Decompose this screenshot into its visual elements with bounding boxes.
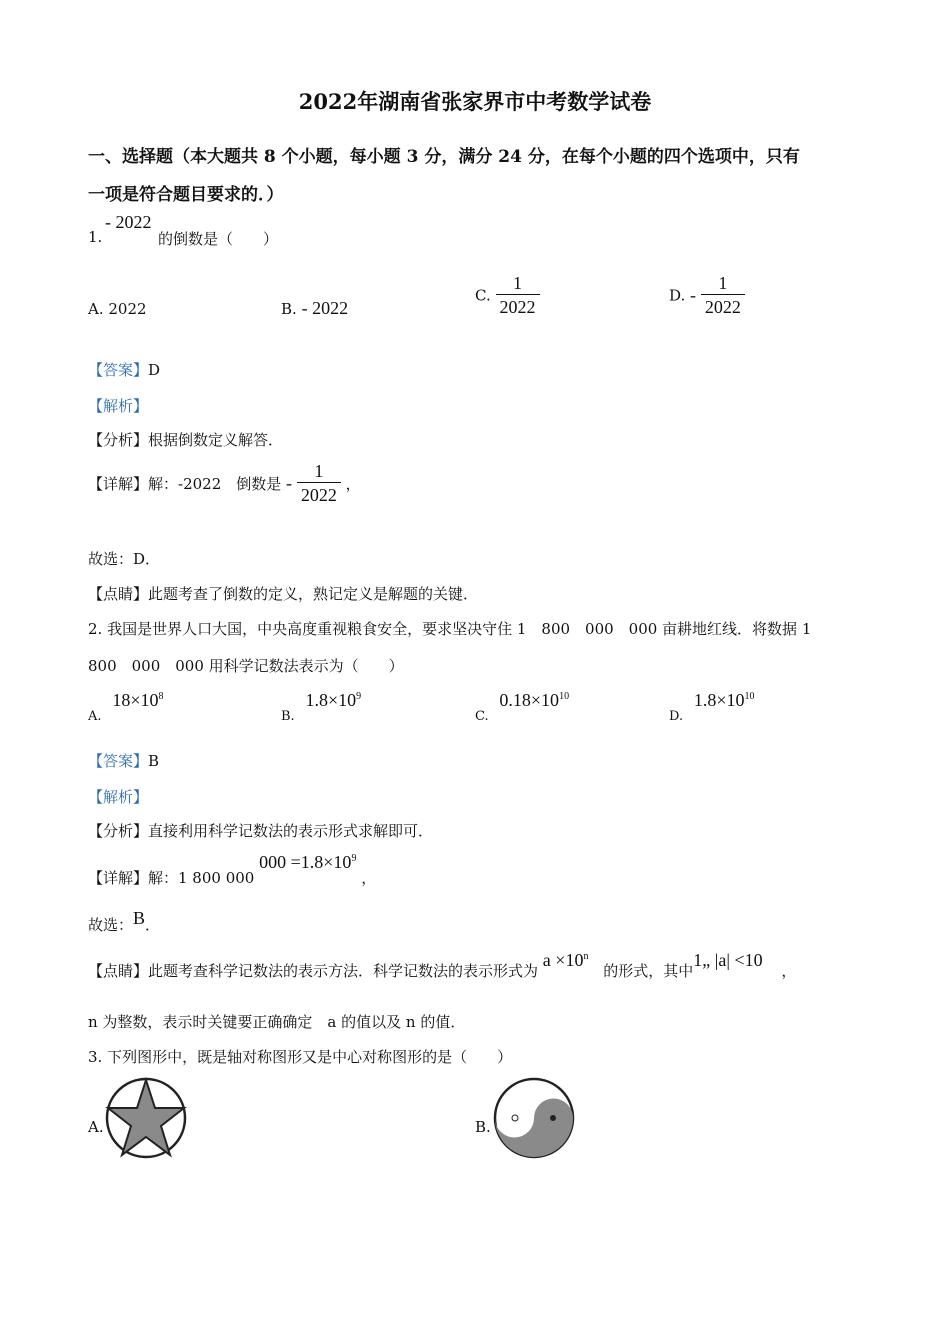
q2-comment-line2: n 为整数，表示时关键要正确确定 a 的值以及 n 的值．: [88, 1013, 466, 1031]
q2-option-c-exp: 10: [559, 691, 570, 702]
q1-detail-numerator: 1: [297, 460, 341, 483]
q2-analysis-tag: 【解析】: [88, 788, 149, 806]
q1-detail-prefix: 【详解】解：-2022 倒数是: [88, 475, 282, 493]
q3-stem: 3. 下列图形中，既是轴对称图形又是中心对称图形的是（ ）: [88, 1048, 513, 1066]
q1-option-d: [669, 272, 745, 319]
q1-option-c: [475, 272, 540, 319]
q2-detail-exp: 9: [351, 853, 357, 864]
page-title: 2022年湖南省张家界市中考数学试卷: [298, 89, 652, 114]
q2-option-d: [669, 690, 755, 724]
q1-number: 1.: [88, 228, 103, 246]
q1-expression: - 2022: [105, 212, 152, 232]
q1-option-a: [88, 300, 147, 318]
q1-option-b-label: B.: [281, 300, 297, 318]
q2-comment-end: ，: [781, 962, 797, 980]
q1-option-b-value: - 2022: [301, 298, 349, 318]
q1-detail-suffix: ，: [345, 475, 361, 493]
q1-detail: [88, 460, 361, 507]
q2-comment-mid: 的形式，其中: [603, 962, 694, 980]
q2-answer-tag: 【答案】: [88, 752, 149, 770]
q2-detail-suffix: ，: [361, 869, 377, 887]
section-heading-line1: 一、选择题（本大题共 8 个小题，每小题 3 分，满分 24 分，在每个小题的四个选项中，只有: [88, 147, 800, 167]
q2-stem-line1: 2. 我国是世界人口大国，中央高度重视粮食安全，要求坚决守住 1 800 000 000 亩耕地红线．将数据 1: [88, 620, 812, 638]
q2-option-c-base: 0.18×10: [499, 690, 560, 710]
q3-option-a-label: A.: [88, 1118, 104, 1136]
q3-option-a-star-in-circle-figure: [104, 1076, 188, 1160]
q2-choose-prefix: 故选：: [88, 916, 134, 934]
q1-detail-fraction: [297, 460, 341, 507]
section-heading-line2: 一项是符合题目要求的．）: [88, 185, 284, 205]
q2-option-b-value: [305, 690, 361, 710]
q1-option-b: [281, 298, 348, 319]
q2-option-c-value: [499, 690, 569, 710]
q2-option-d-base: 1.8×10: [693, 690, 745, 710]
q2-comment-math-base: a ×10: [542, 950, 584, 970]
q1-option-c-denominator: 2022: [499, 297, 536, 317]
q2-option-a-base: 18×10: [112, 690, 159, 710]
q1-option-d-numerator: 1: [701, 272, 745, 295]
q2-option-a-label: A.: [88, 709, 102, 724]
q1-choose: 故选：D．: [88, 550, 161, 568]
q1-option-d-denominator: 2022: [704, 297, 741, 317]
q1-option-c-numerator: 1: [496, 272, 540, 295]
q1-analysis-tag: 【解析】: [88, 397, 149, 415]
q2-fenxi: 【分析】直接利用科学记数法的表示形式求解即可．: [88, 822, 434, 840]
q2-option-b-base: 1.8×10: [305, 690, 357, 710]
q2-option-d-exp: 10: [744, 691, 755, 702]
q1-option-c-label: C.: [475, 286, 491, 305]
q1-comment: 【点睛】此题考查了倒数的定义，熟记定义是解题的关键．: [88, 585, 479, 603]
q2-detail-math: [259, 852, 356, 872]
q1-answer: [88, 359, 160, 380]
q2-detail: [88, 852, 377, 887]
q2-choose-letter: B: [133, 908, 146, 928]
q1-option-d-sign: -: [690, 285, 697, 305]
q2-detail-prefix: 【详解】解：1 800 000: [88, 869, 255, 887]
q1-answer-tag: 【答案】: [88, 361, 149, 379]
q2-option-d-label: D.: [669, 709, 684, 724]
q1-answer-value: D: [148, 361, 161, 379]
q2-option-a-exp: 8: [158, 691, 164, 702]
q1-detail-sign: -: [286, 473, 293, 493]
q2-answer-value: B: [148, 752, 160, 770]
q3-option-b-label: B.: [475, 1118, 491, 1136]
q2-choose-suffix: ．: [145, 916, 161, 934]
q2-comment-math: [543, 950, 589, 970]
q2-option-b: [281, 690, 362, 724]
q2-comment-prefix: 【点睛】此题考查科学记数法的表示方法．科学记数法的表示形式为: [88, 962, 539, 980]
q2-comment: [88, 950, 797, 980]
q2-answer: [88, 750, 159, 771]
q2-comment-range: 1„ |a| <10: [693, 950, 763, 970]
q1-option-c-fraction: [496, 272, 540, 319]
q2-option-d-value: [694, 690, 755, 710]
q2-option-a: [88, 690, 164, 724]
q1-detail-denominator: 2022: [300, 485, 337, 505]
q2-option-c-label: C.: [475, 709, 489, 724]
q1-fenxi: 【分析】根据倒数定义解答．: [88, 431, 284, 449]
q2-option-a-value: [112, 690, 163, 710]
q1-option-d-label: D.: [669, 286, 686, 305]
q2-option-c: [475, 690, 570, 724]
q2-option-b-exp: 9: [356, 691, 362, 702]
q3-option-b-taiji-figure: [492, 1076, 576, 1160]
q2-option-b-label: B.: [281, 709, 295, 724]
q2-stem-line2: 800 000 000 用科学记数法表示为（ ）: [88, 657, 404, 675]
q1-option-a-value: 2022: [108, 300, 147, 318]
q1-stem: 的倒数是（ ）: [158, 230, 279, 248]
q1-option-a-label: A.: [88, 300, 104, 318]
q2-choose: [88, 908, 161, 934]
q1-option-d-fraction: [701, 272, 745, 319]
q2-detail-math-base: 000 =1.8×10: [259, 852, 352, 872]
q2-comment-exp: n: [583, 951, 589, 962]
